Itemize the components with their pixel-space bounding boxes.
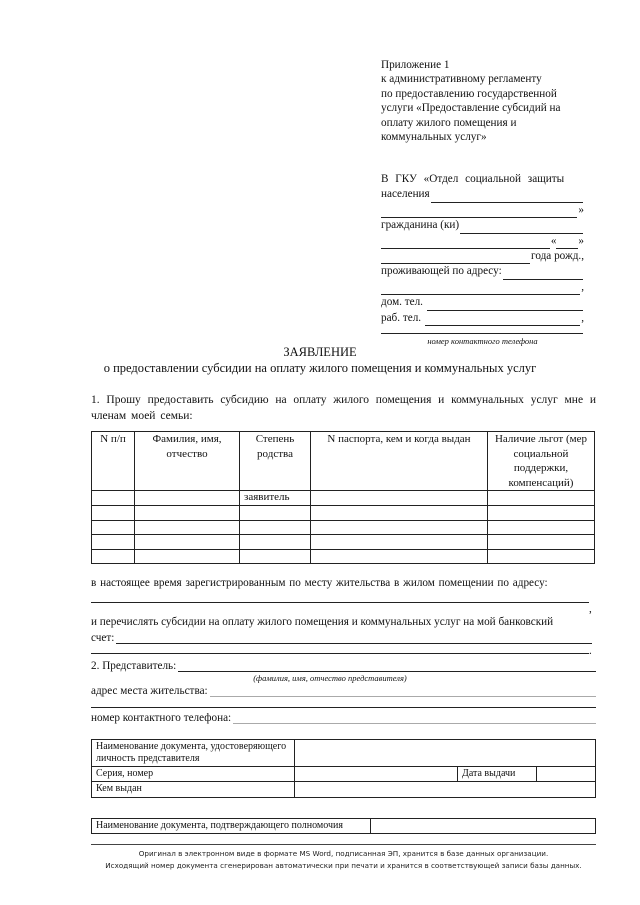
rep-phone-row — [91, 709, 596, 724]
comma: , — [581, 311, 584, 324]
table-row — [92, 549, 595, 564]
table-cell[interactable] — [92, 520, 135, 535]
issued-by-label: Кем выдан — [92, 781, 295, 797]
addressee-org-label: населения — [381, 188, 430, 201]
table-cell[interactable] — [311, 491, 488, 506]
account-field[interactable] — [116, 632, 592, 644]
addressee-line — [381, 172, 584, 187]
rep-address-field-2[interactable] — [91, 707, 596, 708]
addressee-org: В ГКУ «Отдел социальной защиты — [381, 172, 565, 185]
col-benefits: Наличие льгот (мер социальной поддержки, компенсаций) — [488, 432, 595, 491]
authority-doc-label: Наименование документа, подтверждающего полномочия — [92, 819, 371, 834]
table-row — [92, 767, 596, 782]
home-phone-field[interactable] — [427, 299, 583, 311]
table-cell[interactable] — [135, 520, 240, 535]
table-cell[interactable] — [92, 491, 135, 506]
comma: , — [581, 280, 584, 293]
issued-by-field[interactable] — [295, 781, 596, 797]
table-cell[interactable] — [92, 549, 135, 564]
document-title: ЗАЯВЛЕНИЕ — [283, 345, 357, 359]
table-cell[interactable] — [240, 505, 311, 520]
representative-label: 2. Представитель: — [91, 660, 177, 672]
table-cell[interactable] — [240, 549, 311, 564]
table-cell[interactable] — [311, 549, 488, 564]
table-cell[interactable] — [488, 549, 595, 564]
addressee-line — [381, 264, 584, 279]
table-header-row — [92, 432, 595, 491]
table-cell[interactable] — [240, 520, 311, 535]
table-cell[interactable] — [488, 491, 595, 506]
day-field[interactable] — [556, 237, 578, 249]
addressee-line — [381, 280, 584, 295]
table-cell[interactable]: заявитель — [240, 491, 311, 506]
table-row — [92, 535, 595, 550]
table-cell[interactable] — [135, 505, 240, 520]
table-row — [92, 781, 596, 797]
quote-open: « — [550, 234, 557, 247]
table-row — [92, 520, 595, 535]
work-phone-field[interactable] — [425, 314, 580, 326]
birth-label: года рожд., — [531, 249, 584, 262]
addressee-block — [381, 172, 584, 349]
addressee-line — [381, 311, 584, 326]
comma: , — [589, 603, 592, 615]
appendix-line: оплату жилого помещения и — [381, 116, 517, 129]
table-row — [92, 491, 595, 506]
series-field[interactable] — [295, 767, 458, 782]
col-full-name: Фамилия, имя, отчество — [135, 432, 240, 491]
request-text: 1. Прошу предоставить субсидию на оплату жилого помещения и коммунальных услуг мне и членам моей семьи: — [91, 394, 596, 422]
issue-date-field[interactable] — [537, 767, 596, 782]
representative-documents-table — [91, 739, 596, 798]
registration-address-field[interactable] — [91, 602, 589, 603]
table-cell[interactable] — [488, 505, 595, 520]
rep-address-label: адрес места жительства: — [91, 685, 208, 697]
citizen-name-field-2[interactable] — [381, 237, 550, 249]
table-row — [92, 740, 596, 767]
work-phone-label: раб. тел. — [381, 311, 422, 324]
appendix-header — [381, 58, 611, 144]
table-cell[interactable] — [135, 535, 240, 550]
appendix-line: к административному регламенту — [381, 73, 542, 86]
representative-name-field[interactable] — [178, 660, 596, 672]
address-field-2[interactable] — [381, 283, 580, 295]
document-subtitle: о предоставлении субсидии на оплату жилого помещения и коммунальных услуг — [103, 361, 537, 375]
addressee-line — [381, 234, 584, 249]
rep-phone-field[interactable] — [233, 712, 596, 724]
table-cell[interactable] — [92, 535, 135, 550]
footer-note — [91, 844, 596, 872]
transfer-text: и перечислять субсидии на оплату жилого помещения и коммунальных услуг на мой банковский — [91, 616, 554, 628]
appendix-line: по предоставлению государственной — [381, 87, 557, 100]
addressee-line — [381, 203, 584, 218]
org-name-field-2[interactable] — [381, 206, 577, 218]
col-relation: Степень родства — [240, 432, 311, 491]
table-cell[interactable] — [488, 535, 595, 550]
table-cell[interactable] — [311, 535, 488, 550]
representative-hint: (фамилия, имя, отчество представителя) — [253, 673, 407, 683]
org-name-field[interactable] — [431, 191, 583, 203]
table-cell[interactable] — [488, 520, 595, 535]
col-passport: N паспорта, кем и когда выдан — [311, 432, 488, 491]
quote-close: » — [578, 203, 584, 216]
footer-line: Оригинал в электронном виде в формате MS Word, подписанная ЭП, хранится в базе данных организации. — [138, 849, 549, 858]
address-field[interactable] — [503, 268, 583, 280]
account-label: счет: — [91, 632, 115, 644]
citizen-label: гражданина (ки) — [381, 219, 460, 232]
table-cell[interactable] — [311, 505, 488, 520]
citizen-name-field[interactable] — [460, 222, 583, 234]
appendix-line: услуги «Предоставление субсидий на — [381, 102, 561, 115]
authority-doc-field[interactable] — [371, 819, 596, 834]
quote-close: » — [578, 234, 584, 247]
issue-date-label: Дата выдачи — [458, 767, 537, 782]
footer-line: Исходящий номер документа сгенерирован автоматически при печати и хранится в соответствующей записи базы данных. — [105, 861, 582, 870]
birth-field[interactable] — [381, 252, 530, 264]
id-doc-field[interactable] — [295, 740, 596, 767]
family-members-table — [91, 431, 595, 564]
addressee-line — [381, 218, 584, 233]
table-row — [92, 819, 596, 834]
addressee-line — [381, 249, 584, 264]
table-cell[interactable] — [135, 549, 240, 564]
table-cell[interactable] — [240, 535, 311, 550]
account-field-2[interactable] — [91, 653, 589, 654]
rep-address-row — [91, 682, 596, 697]
addressee-line — [381, 187, 584, 202]
home-phone-label: дом. тел. — [381, 296, 423, 309]
addressee-line — [381, 326, 584, 334]
appendix-line: Приложение 1 — [381, 59, 450, 71]
account-row — [91, 629, 596, 644]
rep-phone-label: номер контактного телефона: — [91, 712, 232, 724]
id-doc-label: Наименование документа, удостоверяющего личность представителя — [92, 740, 295, 767]
addressee-line — [381, 295, 584, 310]
table-row — [92, 505, 595, 520]
address-label: проживающей по адресу: — [381, 265, 502, 278]
table-cell[interactable] — [135, 491, 240, 506]
appendix-line: коммунальных услуг» — [381, 131, 487, 144]
rep-address-field[interactable] — [210, 685, 596, 697]
representative-row — [91, 657, 596, 672]
registration-text: в настоящее время зарегистрированным по месту жительства в жилом помещении по адресу: — [91, 577, 548, 589]
series-label: Серия, номер — [92, 767, 295, 782]
col-number: N п/п — [92, 432, 135, 491]
authority-document-table — [91, 818, 596, 834]
phone-hint: номер контактного телефона — [427, 335, 538, 346]
period: . — [589, 645, 592, 657]
table-cell[interactable] — [311, 520, 488, 535]
table-cell[interactable] — [92, 505, 135, 520]
